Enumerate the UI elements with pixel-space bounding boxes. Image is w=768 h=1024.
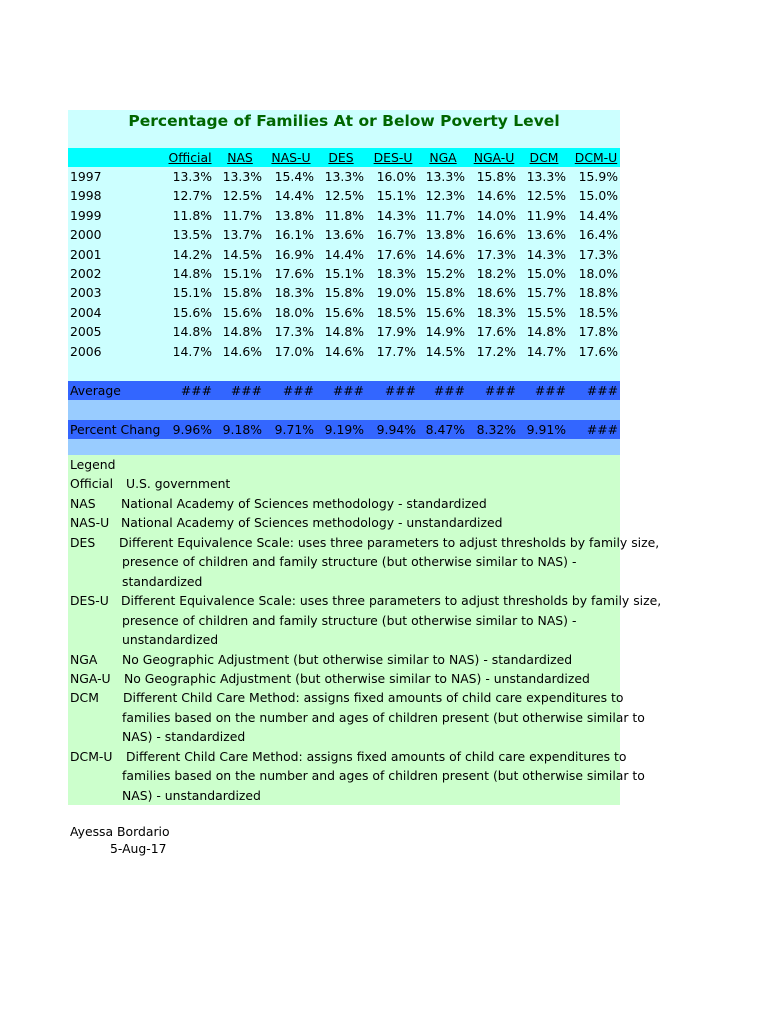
percent-change-cell: 9.19% xyxy=(324,422,364,437)
legend-description: standardized xyxy=(122,573,203,589)
table-cell: 18.0% xyxy=(578,266,618,281)
table-cell: 14.9% xyxy=(425,324,465,340)
table-cell: 14.6% xyxy=(476,188,516,204)
table-cell: 12.5% xyxy=(324,188,364,204)
table-cell: 14.4% xyxy=(274,188,314,204)
column-header: DES-U xyxy=(373,150,413,165)
table-cell: 14.6% xyxy=(425,246,465,262)
table-cell: 14.2% xyxy=(172,246,212,262)
average-cell: ### xyxy=(534,383,566,398)
table-cell: 18.2% xyxy=(476,266,516,281)
legend-description: Different Child Care Method: assigns fixed amounts of child care expenditures to xyxy=(123,690,624,706)
table-cell: 15.6% xyxy=(425,304,465,320)
table-cell: 15.4% xyxy=(274,169,314,184)
legend-key: DES xyxy=(70,534,96,550)
table-cell: 13.3% xyxy=(324,169,364,184)
legend-key: NAS xyxy=(70,495,96,511)
table-cell: 14.8% xyxy=(526,324,566,340)
legend-description: NAS) - standardized xyxy=(122,729,246,745)
table-cell: 11.8% xyxy=(172,207,212,223)
average-cell: ### xyxy=(484,383,516,398)
table-cell: 18.3% xyxy=(274,285,314,301)
table-cell: 15.2% xyxy=(425,266,465,281)
table-cell: 16.9% xyxy=(274,246,314,262)
average-label: Average xyxy=(70,383,121,398)
table-cell: 17.7% xyxy=(376,343,416,359)
legend-description: presence of children and family structure (but otherwise similar to NAS) - xyxy=(122,612,577,628)
table-cell: 14.6% xyxy=(222,343,262,359)
legend-description: unstandardized xyxy=(122,632,219,648)
average-cell: ### xyxy=(282,383,314,398)
table-cell: 14.7% xyxy=(172,343,212,359)
row-year: 2002 xyxy=(70,266,102,281)
table-cell: 16.0% xyxy=(376,169,416,184)
row-year: 2004 xyxy=(70,304,102,320)
author-name: Ayessa Bordario xyxy=(70,824,170,839)
table-cell: 17.6% xyxy=(274,266,314,281)
row-year: 1997 xyxy=(70,169,102,184)
table-cell: 15.6% xyxy=(324,304,364,320)
table-cell: 14.5% xyxy=(425,343,465,359)
average-cell: ### xyxy=(586,383,618,398)
table-cell: 17.9% xyxy=(376,324,416,340)
column-header: NAS-U xyxy=(271,150,311,165)
column-header: DES xyxy=(328,150,354,165)
column-header: DCM-U xyxy=(574,150,618,165)
row-year: 2006 xyxy=(70,343,102,359)
legend-description: National Academy of Sciences methodology - standardized xyxy=(121,495,487,511)
percent-change-label: Percent Chang xyxy=(70,422,161,437)
table-cell: 18.5% xyxy=(578,304,618,320)
table-cell: 15.8% xyxy=(222,285,262,301)
table-cell: 18.3% xyxy=(376,266,416,281)
table-cell: 14.0% xyxy=(476,207,516,223)
table-cell: 11.7% xyxy=(222,207,262,223)
legend-description: presence of children and family structure (but otherwise similar to NAS) - xyxy=(122,554,577,570)
legend-key: DCM xyxy=(70,690,99,706)
legend-description: Different Equivalence Scale: uses three parameters to adjust thresholds by family size, xyxy=(121,593,662,609)
table-cell: 14.4% xyxy=(578,207,618,223)
average-cell: ### xyxy=(332,383,364,398)
percent-change-cell: 9.18% xyxy=(222,422,262,437)
row-year: 1999 xyxy=(70,207,102,223)
table-cell: 15.7% xyxy=(526,285,566,301)
separator-band xyxy=(68,439,620,455)
table-cell: 14.7% xyxy=(526,343,566,359)
table-cell: 19.0% xyxy=(376,285,416,301)
table-cell: 17.6% xyxy=(376,246,416,262)
table-cell: 15.8% xyxy=(425,285,465,301)
page-title: Percentage of Families At or Below Poverty Level xyxy=(128,112,560,130)
table-cell: 18.6% xyxy=(476,285,516,301)
column-header: DCM xyxy=(529,150,559,165)
table-cell: 12.5% xyxy=(526,188,566,204)
table-cell: 13.5% xyxy=(172,227,212,243)
table-cell: 15.0% xyxy=(578,188,618,204)
legend-description: No Geographic Adjustment (but otherwise similar to NAS) - unstandardized xyxy=(124,670,590,686)
legend-heading: Legend xyxy=(70,457,116,472)
table-cell: 13.6% xyxy=(324,227,364,243)
table-cell: 11.9% xyxy=(526,207,566,223)
table-cell: 18.8% xyxy=(578,285,618,301)
table-cell: 13.3% xyxy=(172,169,212,184)
row-year: 2003 xyxy=(70,285,102,301)
legend-key: Official xyxy=(70,476,114,492)
table-cell: 14.8% xyxy=(172,266,212,281)
table-cell: 17.3% xyxy=(476,246,516,262)
percent-change-cell: 8.32% xyxy=(476,422,516,437)
table-cell: 12.3% xyxy=(425,188,465,204)
average-cell: ### xyxy=(384,383,416,398)
date: 5-Aug-17 xyxy=(110,841,167,856)
legend-description: National Academy of Sciences methodology - unstandardized xyxy=(121,515,503,531)
table-cell: 17.8% xyxy=(578,324,618,340)
table-cell: 15.0% xyxy=(526,266,566,281)
table-cell: 17.3% xyxy=(274,324,314,340)
percent-change-cell: 9.94% xyxy=(376,422,416,437)
table-cell: 15.6% xyxy=(222,304,262,320)
legend-key: DCM-U xyxy=(70,748,113,764)
column-header: NAS xyxy=(227,150,253,165)
table-cell: 15.1% xyxy=(376,188,416,204)
average-cell: ### xyxy=(180,383,212,398)
table-cell: 14.8% xyxy=(222,324,262,340)
column-header: NGA xyxy=(429,150,457,165)
table-cell: 14.8% xyxy=(172,324,212,340)
table-cell: 17.3% xyxy=(578,246,618,262)
table-cell: 16.4% xyxy=(578,227,618,243)
percent-change-cell: ### xyxy=(586,422,618,437)
table-cell: 16.7% xyxy=(376,227,416,243)
row-year: 2001 xyxy=(70,246,102,262)
table-cell: 12.7% xyxy=(172,188,212,204)
table-cell: 13.6% xyxy=(526,227,566,243)
table-cell: 18.3% xyxy=(476,304,516,320)
percent-change-cell: 9.91% xyxy=(526,422,566,437)
table-cell: 18.5% xyxy=(376,304,416,320)
table-cell: 15.1% xyxy=(172,285,212,301)
table-cell: 13.3% xyxy=(526,169,566,184)
table-cell: 17.2% xyxy=(476,343,516,359)
average-cell: ### xyxy=(433,383,465,398)
table-cell: 14.3% xyxy=(526,246,566,262)
row-year: 2005 xyxy=(70,324,102,340)
table-cell: 14.4% xyxy=(324,246,364,262)
table-cell: 14.6% xyxy=(324,343,364,359)
legend-key: NGA xyxy=(70,651,98,667)
column-header: NGA-U xyxy=(473,150,515,165)
table-cell: 11.8% xyxy=(324,207,364,223)
table-cell: 16.6% xyxy=(476,227,516,243)
legend-key: NAS-U xyxy=(70,515,110,531)
legend-key: DES-U xyxy=(70,593,109,609)
table-cell: 14.8% xyxy=(324,324,364,340)
table-cell: 15.8% xyxy=(324,285,364,301)
percent-change-cell: 9.96% xyxy=(172,422,212,437)
table-cell: 18.0% xyxy=(274,304,314,320)
legend-key: NGA-U xyxy=(70,670,111,686)
row-year: 1998 xyxy=(70,188,102,204)
table-cell: 13.3% xyxy=(222,169,262,184)
table-cell: 15.6% xyxy=(172,304,212,320)
table-cell: 17.0% xyxy=(274,343,314,359)
table-cell: 17.6% xyxy=(578,343,618,359)
percent-change-cell: 8.47% xyxy=(425,422,465,437)
legend-description: Different Equivalence Scale: uses three parameters to adjust thresholds by family size, xyxy=(119,534,660,550)
table-cell: 11.7% xyxy=(425,207,465,223)
table-cell: 15.5% xyxy=(526,304,566,320)
row-year: 2000 xyxy=(70,227,102,243)
percent-change-cell: 9.71% xyxy=(274,422,314,437)
legend-description: NAS) - unstandardized xyxy=(122,787,261,803)
table-cell: 15.8% xyxy=(476,169,516,184)
table-cell: 12.5% xyxy=(222,188,262,204)
legend-description: Different Child Care Method: assigns fixed amounts of child care expenditures to xyxy=(126,748,627,764)
legend-description: No Geographic Adjustment (but otherwise similar to NAS) - standardized xyxy=(122,651,573,667)
table-cell: 13.8% xyxy=(425,227,465,243)
table-cell: 14.3% xyxy=(376,207,416,223)
table-cell: 14.5% xyxy=(222,246,262,262)
average-cell: ### xyxy=(230,383,262,398)
table-cell: 13.3% xyxy=(425,169,465,184)
table-cell: 15.9% xyxy=(578,169,618,184)
column-header: Official xyxy=(168,150,212,165)
table-cell: 16.1% xyxy=(274,227,314,243)
table-cell: 13.7% xyxy=(222,227,262,243)
legend-description: families based on the number and ages of children present (but otherwise similar to xyxy=(122,768,645,784)
separator-band xyxy=(68,400,620,420)
legend-description: families based on the number and ages of children present (but otherwise similar to xyxy=(122,709,645,725)
table-cell: 15.1% xyxy=(222,266,262,281)
table-cell: 17.6% xyxy=(476,324,516,340)
legend-description: U.S. government xyxy=(126,476,231,492)
table-cell: 15.1% xyxy=(324,266,364,281)
table-cell: 13.8% xyxy=(274,207,314,223)
